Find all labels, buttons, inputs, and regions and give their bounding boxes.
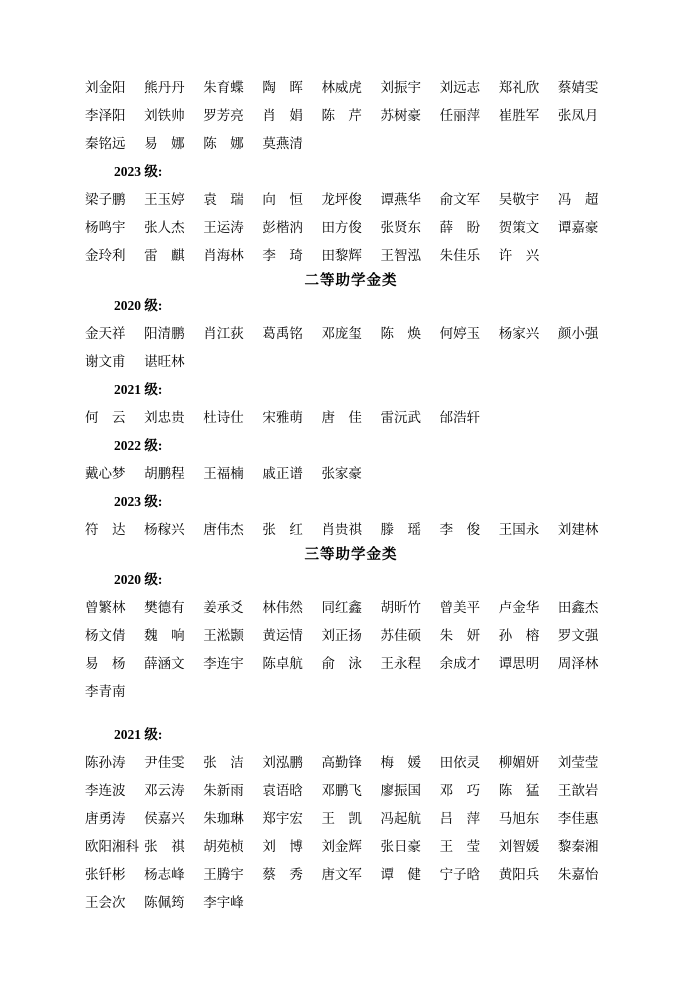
student-name: 张家豪 (321, 466, 362, 481)
student-name: 张凤月 (557, 108, 599, 123)
student-name: 王运涛 (203, 220, 244, 235)
student-name: 罗文强 (557, 628, 599, 643)
student-name: 金天祥 (85, 326, 126, 341)
grade-label: 2022 级: (114, 438, 163, 453)
student-name: 王 凯 (321, 811, 362, 826)
student-name: 田方俊 (321, 220, 362, 235)
student-name: 谢文甫 (85, 354, 126, 369)
student-name: 梁子鹏 (85, 192, 126, 207)
student-name: 陈孙涛 (85, 755, 126, 770)
name-row (85, 833, 617, 861)
student-name: 肖江荻 (203, 326, 244, 341)
student-name: 戴心梦 (85, 466, 126, 481)
student-name: 刘泓鹏 (262, 755, 303, 770)
student-name: 卢金华 (498, 600, 540, 615)
student-name: 杨稼兴 (144, 522, 185, 537)
document-content (85, 74, 617, 917)
grade-label: 2020 级: (114, 572, 163, 587)
student-name: 唐文军 (321, 867, 362, 882)
student-name: 高勤锋 (321, 755, 362, 770)
student-name: 刘 博 (262, 839, 303, 854)
student-name: 黄阳兵 (498, 867, 540, 882)
grade-label: 2021 级: (114, 382, 163, 397)
student-name: 杨志峰 (144, 867, 185, 882)
student-name: 张日豪 (380, 839, 422, 854)
student-name: 曾繁林 (85, 600, 126, 615)
student-name: 廖振国 (380, 783, 422, 798)
student-name: 刘远志 (439, 80, 481, 95)
student-name: 易 杨 (85, 656, 126, 671)
student-name: 邓鹏飞 (321, 783, 362, 798)
student-name: 崔胜军 (498, 108, 540, 123)
student-name: 马旭东 (498, 811, 540, 826)
student-name: 田鑫杰 (557, 600, 599, 615)
student-name: 秦铭远 (85, 136, 126, 151)
student-name: 唐 佳 (321, 410, 362, 425)
student-name: 黎秦湘 (557, 839, 599, 854)
student-name: 朱新雨 (203, 783, 244, 798)
student-name: 袁 瑞 (203, 192, 244, 207)
student-name: 刘忠贵 (144, 410, 185, 425)
name-row (85, 74, 617, 102)
student-name: 林威虎 (321, 80, 362, 95)
student-name: 朱 妍 (439, 628, 481, 643)
name-row (85, 889, 617, 917)
student-name: 贺策文 (498, 220, 540, 235)
name-row (85, 404, 617, 432)
name-row (85, 102, 617, 130)
student-name: 刘振宇 (380, 80, 422, 95)
grade-label: 2020 级: (114, 298, 163, 313)
student-name: 王国永 (498, 522, 540, 537)
student-name: 张人杰 (144, 220, 185, 235)
student-name: 李 琦 (262, 248, 303, 263)
student-name: 谌旺林 (144, 354, 185, 369)
student-name: 魏 响 (144, 628, 185, 643)
student-name: 肖贵祺 (321, 522, 362, 537)
student-name: 冯 超 (557, 192, 599, 207)
student-name: 戚正谱 (262, 466, 303, 481)
student-name: 邓云涛 (144, 783, 185, 798)
student-name: 陈卓航 (262, 656, 303, 671)
name-row (85, 460, 617, 488)
student-name: 蔡婧雯 (557, 80, 599, 95)
student-name: 邰浩轩 (439, 410, 481, 425)
student-name: 郑宇宏 (262, 811, 303, 826)
student-name: 苏佳硕 (380, 628, 422, 643)
student-name: 薛 盼 (439, 220, 481, 235)
student-name: 陈 焕 (380, 326, 422, 341)
grade-label: 2021 级: (114, 727, 163, 742)
student-name: 姜承爻 (203, 600, 244, 615)
student-name: 谭嘉豪 (557, 220, 599, 235)
student-name: 张钎彬 (85, 867, 126, 882)
student-name: 吴敬宇 (498, 192, 540, 207)
student-name: 胡昕竹 (380, 600, 422, 615)
student-name: 蔡 秀 (262, 867, 303, 882)
student-name: 吕 萍 (439, 811, 481, 826)
name-row (85, 214, 617, 242)
name-row (85, 861, 617, 889)
student-name: 王会次 (85, 895, 126, 910)
student-name: 肖海林 (203, 248, 244, 263)
student-name: 黄运情 (262, 628, 303, 643)
student-name: 杨文倩 (85, 628, 126, 643)
student-name: 张贤东 (380, 220, 422, 235)
student-name: 许 兴 (498, 248, 540, 263)
student-name: 俞文军 (439, 192, 481, 207)
student-name: 阳清鹏 (144, 326, 185, 341)
student-name: 梅 媛 (380, 755, 422, 770)
student-name: 刘金辉 (321, 839, 362, 854)
student-name: 葛禹铭 (262, 326, 303, 341)
student-name: 刘莹莹 (557, 755, 599, 770)
student-name: 李佳惠 (557, 811, 599, 826)
student-name: 李青南 (85, 684, 126, 699)
section-heading: 二等助学金类 (304, 273, 398, 289)
name-row (85, 348, 617, 376)
student-name: 袁语晗 (262, 783, 303, 798)
student-name: 刘铁帅 (144, 108, 185, 123)
student-name: 樊德有 (144, 600, 185, 615)
student-name: 王玉婷 (144, 192, 185, 207)
grade-label: 2023 级: (114, 494, 163, 509)
student-name: 易 娜 (144, 136, 185, 151)
name-row (85, 650, 617, 678)
name-row (85, 777, 617, 805)
name-row (85, 516, 617, 544)
student-name: 王歆岩 (557, 783, 599, 798)
student-name: 陶 晖 (262, 80, 303, 95)
student-name: 王腾宇 (203, 867, 244, 882)
student-name: 李宇峰 (203, 895, 244, 910)
student-name: 张 红 (262, 522, 303, 537)
student-name: 杜诗仕 (203, 410, 244, 425)
student-name: 张 祺 (144, 839, 185, 854)
student-name: 宋雅萌 (262, 410, 303, 425)
student-name: 陈 娜 (203, 136, 244, 151)
student-name: 滕 瑶 (380, 522, 422, 537)
student-name: 宁子晗 (439, 867, 481, 882)
student-name: 唐勇涛 (85, 811, 126, 826)
student-name: 邓 巧 (439, 783, 481, 798)
student-name: 罗芳亮 (203, 108, 244, 123)
student-name: 尹佳雯 (144, 755, 185, 770)
student-name: 杨家兴 (498, 326, 540, 341)
student-name: 曾美平 (439, 600, 481, 615)
student-name: 向 恒 (262, 192, 303, 207)
name-row (85, 186, 617, 214)
student-name: 朱珈琳 (203, 811, 244, 826)
name-row (85, 130, 617, 158)
student-name: 苏树豪 (380, 108, 422, 123)
student-name: 侯嘉兴 (144, 811, 185, 826)
student-name: 雷沅武 (380, 410, 422, 425)
student-name: 张 洁 (203, 755, 244, 770)
student-name: 何婷玉 (439, 326, 481, 341)
student-name: 谭燕华 (380, 192, 422, 207)
blank-line (85, 706, 617, 721)
student-name: 刘正扬 (321, 628, 362, 643)
student-name: 朱佳乐 (439, 248, 481, 263)
student-name: 莫燕清 (262, 136, 303, 151)
student-name: 孙 榕 (498, 628, 540, 643)
student-name: 俞 泳 (321, 656, 362, 671)
student-name: 王淞颢 (203, 628, 244, 643)
student-name: 田黎辉 (321, 248, 362, 263)
student-name: 李连波 (85, 783, 126, 798)
student-name: 陈佩筠 (144, 895, 185, 910)
name-row (85, 320, 617, 348)
name-row (85, 594, 617, 622)
student-name: 田依灵 (439, 755, 481, 770)
student-name: 金玲利 (85, 248, 126, 263)
name-row (85, 749, 617, 777)
student-name: 熊丹丹 (144, 80, 185, 95)
student-name: 胡苑桢 (203, 839, 244, 854)
student-name: 刘金阳 (85, 80, 126, 95)
student-name: 谭 健 (380, 867, 422, 882)
student-name: 余成才 (439, 656, 481, 671)
student-name: 同红鑫 (321, 600, 362, 615)
student-name: 符 达 (85, 522, 126, 537)
student-name: 王智泓 (380, 248, 422, 263)
student-name: 龙坪俊 (321, 192, 362, 207)
student-name: 朱嘉怡 (557, 867, 599, 882)
student-name: 周泽林 (557, 656, 599, 671)
section-heading: 三等助学金类 (304, 547, 398, 563)
student-name: 薛涵文 (144, 656, 185, 671)
student-name: 李泽阳 (85, 108, 126, 123)
student-name: 朱育蝶 (203, 80, 244, 95)
student-name: 李连宇 (203, 656, 244, 671)
student-name: 邓庞玺 (321, 326, 362, 341)
student-name: 欧阳湘科 (85, 839, 139, 854)
student-name: 颜小强 (557, 326, 599, 341)
student-name: 胡鹏程 (144, 466, 185, 481)
student-name: 彭楷汭 (262, 220, 303, 235)
name-row (85, 805, 617, 833)
student-name: 肖 娟 (262, 108, 303, 123)
student-name: 谭思明 (498, 656, 540, 671)
student-name: 刘智媛 (498, 839, 540, 854)
student-name: 何 云 (85, 410, 126, 425)
student-name: 陈 猛 (498, 783, 540, 798)
student-name: 杨鸣宇 (85, 220, 126, 235)
name-row (85, 242, 617, 270)
name-row (85, 678, 617, 706)
student-name: 林伟然 (262, 600, 303, 615)
student-name: 王 莹 (439, 839, 481, 854)
student-name: 冯起航 (380, 811, 422, 826)
student-name: 王永程 (380, 656, 422, 671)
student-name: 雷 麒 (144, 248, 185, 263)
student-name: 刘建林 (557, 522, 599, 537)
student-name: 陈 芹 (321, 108, 362, 123)
student-name: 柳媚妍 (498, 755, 540, 770)
student-name: 郑礼欣 (498, 80, 540, 95)
student-name: 任丽萍 (439, 108, 481, 123)
name-row (85, 622, 617, 650)
student-name: 李 俊 (439, 522, 481, 537)
student-name: 唐伟杰 (203, 522, 244, 537)
grade-label: 2023 级: (114, 164, 163, 179)
student-name: 王福楠 (203, 466, 244, 481)
